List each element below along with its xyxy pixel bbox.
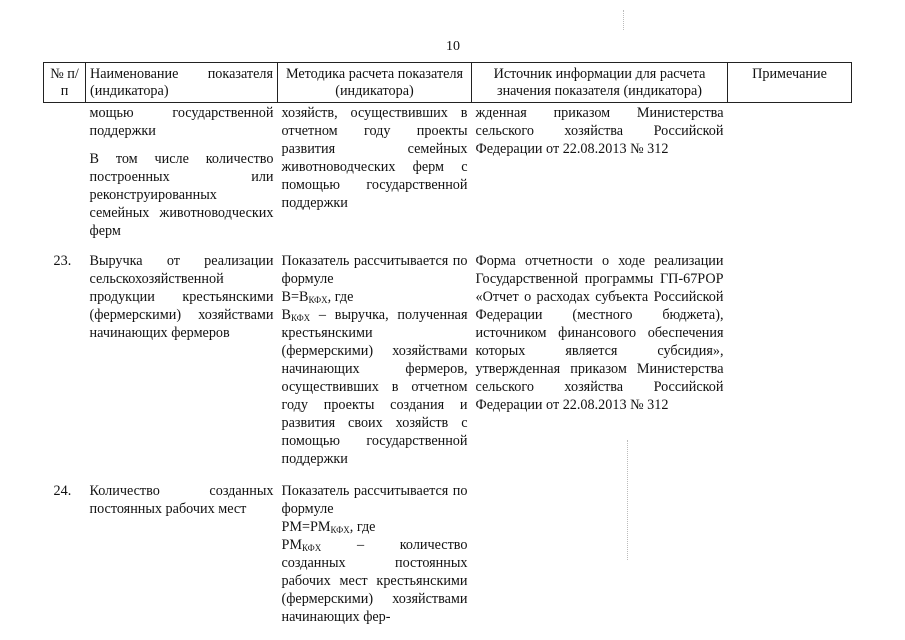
indicator-name: мощью государственной поддержки bbox=[89, 105, 274, 139]
indicator-name: Количество созданных постоянных рабочих мест bbox=[89, 483, 274, 517]
table-row bbox=[44, 103, 852, 241]
formula-subscript: КФХ bbox=[330, 525, 350, 535]
note-text bbox=[728, 468, 852, 626]
note-text bbox=[728, 240, 852, 468]
method-definition bbox=[282, 536, 468, 626]
definition-subscript: КФХ bbox=[290, 313, 311, 323]
definition-text: – количество созданных постоянных рабочих мест крестьянскими (фермерскими) хозяйствами начинающих фер- bbox=[281, 537, 468, 625]
indicator-name-cell bbox=[86, 103, 278, 241]
indicators-table bbox=[43, 62, 852, 626]
note-text bbox=[728, 103, 852, 241]
method-text: хозяйств, осуществивших в отчетном году проекты развития семейных животноводческих ферм с помощью государственной поддержки bbox=[281, 105, 468, 211]
method-intro: Показатель рассчитывается по формуле bbox=[281, 483, 468, 517]
definition-symbol: В bbox=[281, 307, 291, 323]
page-number: 10 bbox=[446, 39, 460, 54]
source-text bbox=[472, 468, 728, 626]
definition-text: – выручка, полученная крестьянскими (фермерскими) хозяйствами начинающих фермеров, осуществивших в отчетном году проекты создания и развития своих хозяйств с помощью государственной поддержки bbox=[281, 307, 468, 467]
formula-tail: , где bbox=[349, 519, 376, 535]
header-name: Наименование показателя (индикатора) bbox=[86, 63, 278, 103]
formula-subscript: КФХ bbox=[308, 295, 328, 305]
header-method: Методика расчета показателя (индикатора) bbox=[278, 63, 472, 103]
definition-subscript: КФХ bbox=[302, 543, 322, 553]
row-number: 24. bbox=[53, 483, 72, 499]
method-formula bbox=[282, 288, 468, 306]
formula-main: РМ=РМ bbox=[281, 519, 331, 535]
source-text: Форма отчетности о ходе реализации Государственной программы ГП-67РОР «Отчет о расходах субъекта Российской Федерации (местного бюджета), источником финансового обеспечения которых является субсидия», утвержденная приказом Министерства сельского хозяйства Российской Федерации от 22.08.2013 № 312 bbox=[475, 253, 724, 413]
formula-tail: , где bbox=[327, 289, 354, 305]
table-row bbox=[44, 240, 852, 468]
indicator-name: Выручка от реализации сельскохозяйственной продукции крестьянскими (фермерскими) хозяйствами начинающих фермеров bbox=[89, 253, 274, 341]
row-number bbox=[44, 103, 86, 241]
header-note: Примечание bbox=[728, 63, 852, 103]
method-formula bbox=[282, 518, 468, 536]
row-number: 23. bbox=[53, 253, 72, 269]
header-num: № п/п bbox=[44, 63, 86, 103]
method-definition bbox=[282, 306, 468, 468]
method-cell bbox=[278, 240, 472, 468]
scan-artifact-line bbox=[627, 440, 628, 560]
header-source: Источник информации для расчета значения показателя (индикатора) bbox=[472, 63, 728, 103]
definition-symbol: РМ bbox=[281, 537, 303, 553]
source-text: жденная приказом Министерства сельского хозяйства Российской Федерации от 22.08.2013 № 312 bbox=[475, 105, 724, 157]
scan-artifact-line bbox=[623, 10, 624, 30]
method-cell bbox=[278, 468, 472, 626]
indicator-subname: В том числе количество построенных или реконструированных семейных животноводческих ферм bbox=[89, 151, 274, 239]
table-row bbox=[44, 468, 852, 626]
table-header-row bbox=[44, 63, 852, 103]
method-intro: Показатель рассчитывается по формуле bbox=[281, 253, 468, 287]
formula-main: В=В bbox=[281, 289, 309, 305]
